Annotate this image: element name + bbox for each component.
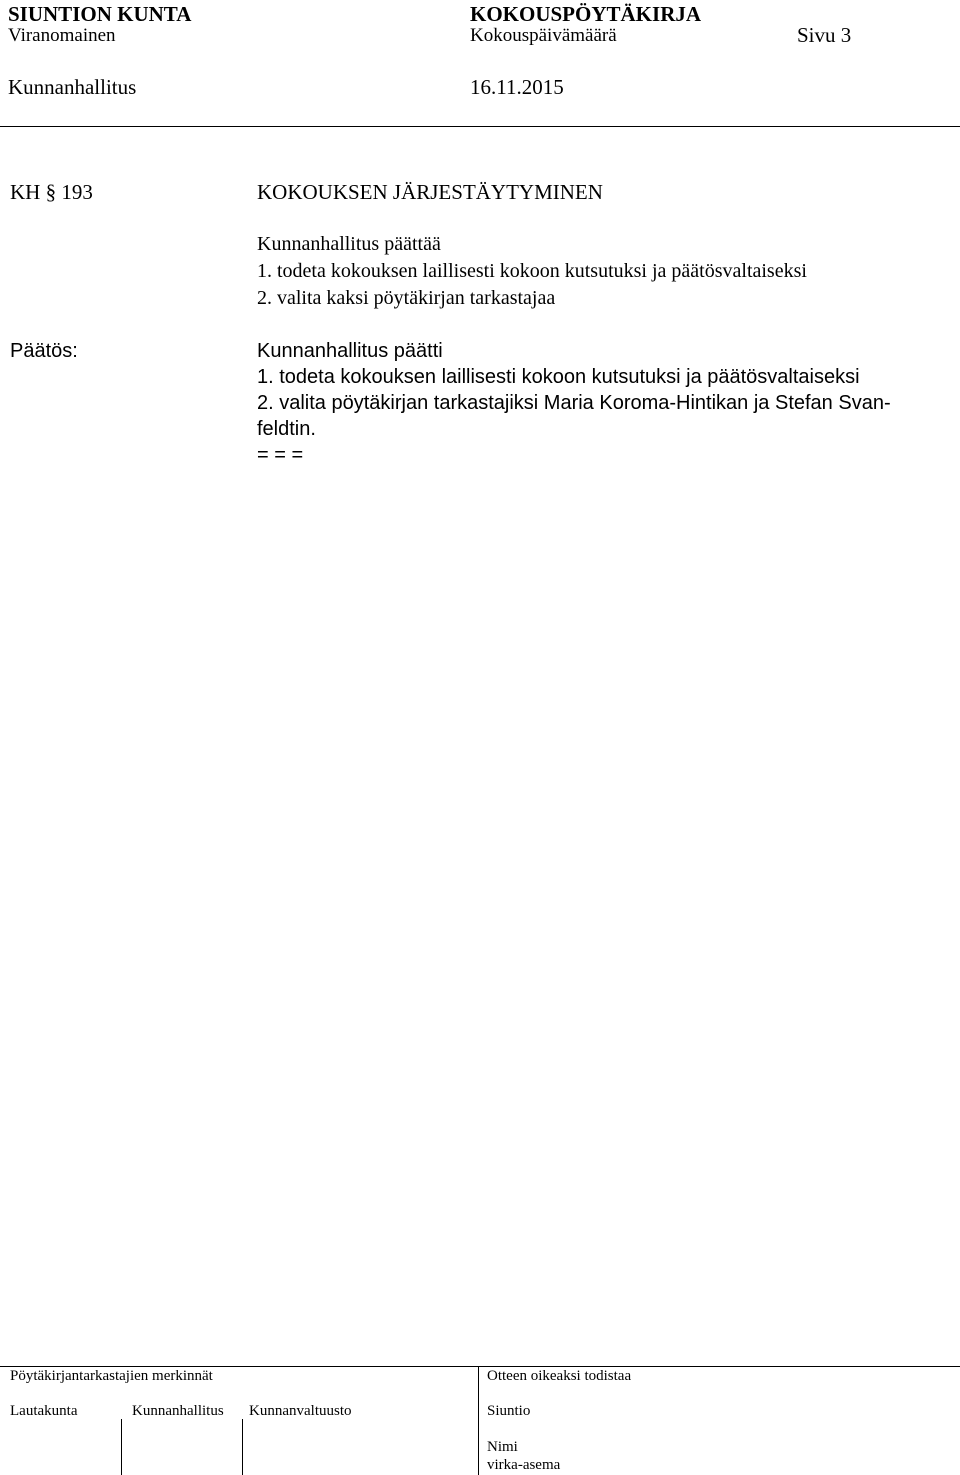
footer-column-divider <box>478 1366 479 1475</box>
municipality-name: SIUNTION KUNTA <box>8 2 192 26</box>
authority-label: Viranomainen <box>8 25 116 46</box>
decision-label: Päätös: <box>10 340 78 362</box>
proposal-item: 2. valita kaksi pöytäkirjan tarkastajaa <box>257 287 556 309</box>
page-number: Sivu 3 <box>797 23 852 47</box>
name-label: Nimi <box>487 1439 518 1455</box>
certified-label: Otteen oikeaksi todistaa <box>487 1368 632 1384</box>
document-type: KOKOUSPÖYTÄKIRJA <box>470 2 702 26</box>
place-label: Siuntio <box>487 1403 531 1419</box>
footer-cell-divider <box>121 1419 122 1475</box>
decision-end-mark: = = = <box>257 444 304 466</box>
proposal-item: 1. todeta kokouksen laillisesti kokoon kutsutuksi ja päätösvaltaiseksi <box>257 260 807 282</box>
authority-name: Kunnanhallitus <box>8 75 137 99</box>
assembly-label: Kunnanvaltuusto <box>249 1403 352 1419</box>
proposal-intro: Kunnanhallitus päättää <box>257 233 441 255</box>
council-label: Kunnanhallitus <box>132 1403 224 1419</box>
position-label: virka-asema <box>487 1457 561 1473</box>
meeting-date: 16.11.2015 <box>470 75 564 99</box>
decision-line: 2. valita pöytäkirjan tarkastajiksi Maria Koroma-Hintikan ja Stefan Svan- <box>257 392 891 414</box>
decision-line: feldtin. <box>257 418 316 440</box>
board-label: Lautakunta <box>10 1403 78 1419</box>
meeting-date-label: Kokouspäivämäärä <box>470 25 617 46</box>
decision-line: 1. todeta kokouksen laillisesti kokoon kutsutuksi ja päätösvaltaiseksi <box>257 366 860 388</box>
header-divider <box>0 126 960 127</box>
section-title: KOKOUKSEN JÄRJESTÄYTYMINEN <box>257 180 603 204</box>
footer-divider <box>0 1366 960 1367</box>
footer-cell-divider <box>242 1419 243 1475</box>
decision-intro: Kunnanhallitus päätti <box>257 340 443 362</box>
section-number: KH § 193 <box>10 180 93 204</box>
reviewers-label: Pöytäkirjantarkastajien merkinnät <box>10 1368 213 1384</box>
